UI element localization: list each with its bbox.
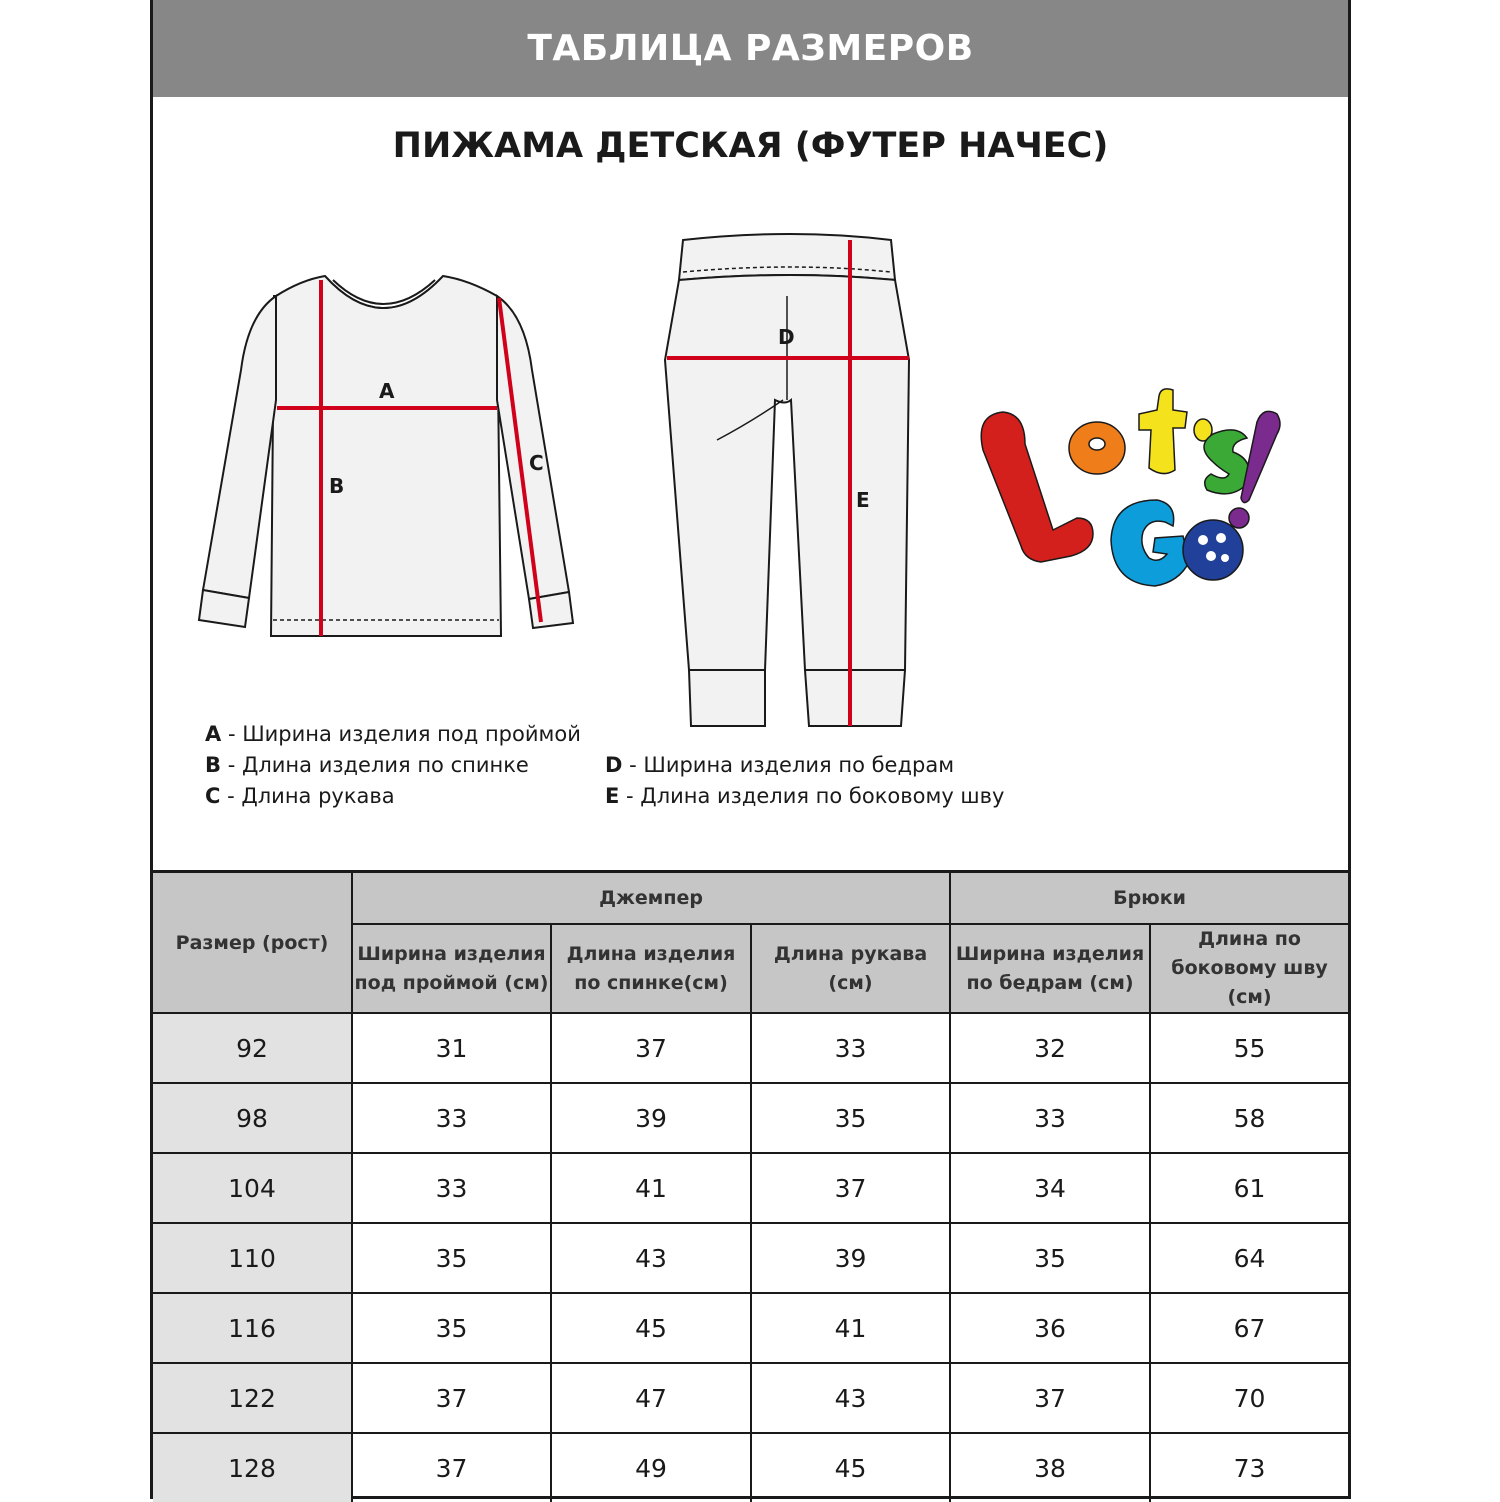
table-cell: 67 — [1150, 1293, 1348, 1363]
table-cell: 37 — [352, 1363, 551, 1433]
table-cell: 43 — [751, 1363, 950, 1433]
jumper-drawing — [199, 276, 573, 636]
table-cell: 43 — [551, 1223, 751, 1293]
jumper-left-sleeve — [203, 296, 276, 598]
logo-letter-o — [1183, 520, 1243, 580]
legend-item-b: B - Длина изделия по спинке — [205, 753, 529, 777]
table-row — [153, 1433, 1348, 1502]
table-row — [153, 1013, 1348, 1083]
table-cell: 33 — [751, 1013, 950, 1083]
table-cell: 64 — [1150, 1223, 1348, 1293]
label-a: A — [379, 379, 395, 403]
size-cell: 128 — [153, 1433, 352, 1502]
logo-o-dot-1 — [1198, 535, 1208, 545]
header-title: ТАБЛИЦА РАЗМЕРОВ — [527, 28, 974, 69]
size-column-header: Размер (рост) — [153, 872, 352, 1014]
table-cell: 70 — [1150, 1363, 1348, 1433]
pants-waistband — [679, 234, 895, 280]
table-row — [153, 1153, 1348, 1223]
label-b: B — [329, 474, 345, 498]
table-row — [153, 1083, 1348, 1153]
table-cell: 35 — [352, 1223, 551, 1293]
table-row — [153, 1363, 1348, 1433]
pants-drawing — [665, 234, 909, 726]
table-cell: 33 — [950, 1083, 1150, 1153]
header-bar — [153, 0, 1348, 97]
table-cell: 39 — [751, 1223, 950, 1293]
table-cell: 35 — [352, 1293, 551, 1363]
column-header: Длина рукава (см) — [751, 924, 950, 1013]
size-cell: 116 — [153, 1293, 352, 1363]
logo-o-dot-3 — [1206, 551, 1216, 561]
table-cell: 33 — [352, 1153, 551, 1223]
table-cell: 36 — [950, 1293, 1150, 1363]
size-chart-frame — [150, 0, 1351, 1499]
table-cell: 41 — [751, 1293, 950, 1363]
jumper-right-cuff — [529, 592, 573, 628]
table-cell: 73 — [1150, 1433, 1348, 1502]
label-c: C — [529, 451, 544, 475]
table-row — [153, 1293, 1348, 1363]
column-header: Длина по боковому шву (см) — [1150, 924, 1348, 1013]
table-cell: 45 — [751, 1433, 950, 1502]
legend-item-a: A - Ширина изделия под проймой — [205, 722, 581, 746]
table-body — [153, 1013, 1348, 1502]
column-header: Длина изделия по спинке(см) — [551, 924, 751, 1013]
size-cell: 122 — [153, 1363, 352, 1433]
size-cell: 104 — [153, 1153, 352, 1223]
table-cell: 34 — [950, 1153, 1150, 1223]
logo-o-dot-4 — [1221, 554, 1229, 562]
table-cell: 35 — [950, 1223, 1150, 1293]
table-cell: 41 — [551, 1153, 751, 1223]
table-cell: 58 — [1150, 1083, 1348, 1153]
table-group-header-row — [153, 872, 1348, 925]
product-title: ПИЖАМА ДЕТСКАЯ (ФУТЕР НАЧЕС) — [392, 126, 1109, 166]
legend-pants — [605, 750, 1004, 812]
table-cell: 49 — [551, 1433, 751, 1502]
table-cell: 39 — [551, 1083, 751, 1153]
label-e: E — [856, 488, 870, 512]
logo-letter-t — [1139, 389, 1187, 474]
table-cell: 32 — [950, 1013, 1150, 1083]
table-row — [153, 1223, 1348, 1293]
logo-letter-s — [1204, 430, 1249, 494]
logo-letter-e-hole — [1089, 438, 1105, 450]
size-cell: 98 — [153, 1083, 352, 1153]
logo-letter-g — [1111, 500, 1189, 586]
table-cell: 38 — [950, 1433, 1150, 1502]
jumper-group-header: Джемпер — [352, 872, 950, 925]
legend-item-c: C - Длина рукава — [205, 784, 395, 808]
table-cell: 61 — [1150, 1153, 1348, 1223]
table-cell: 37 — [352, 1433, 551, 1502]
table-cell: 47 — [551, 1363, 751, 1433]
logo-exclamation — [1241, 411, 1280, 502]
pants-right-cuff — [805, 670, 905, 726]
pants-group-header: Брюки — [950, 872, 1348, 925]
pants-left-cuff — [689, 670, 765, 726]
garment-illustration — [153, 200, 1348, 740]
size-cell: 110 — [153, 1223, 352, 1293]
table-cell: 37 — [950, 1363, 1150, 1433]
legend-item-d: D - Ширина изделия по бедрам — [605, 753, 955, 777]
legend-jumper — [205, 719, 581, 812]
table-cell: 55 — [1150, 1013, 1348, 1083]
table-cell: 35 — [751, 1083, 950, 1153]
logo-exclamation-dot — [1229, 508, 1249, 528]
legend-item-e: E - Длина изделия по боковому шву — [605, 784, 1005, 808]
column-header: Ширина изделия под проймой (см) — [352, 924, 551, 1013]
table-cell: 33 — [352, 1083, 551, 1153]
logo-o-dot-2 — [1216, 533, 1226, 543]
table-cell: 37 — [751, 1153, 950, 1223]
table-cell: 37 — [551, 1013, 751, 1083]
size-table — [153, 870, 1348, 1502]
label-d: D — [778, 325, 795, 349]
table-cell: 31 — [352, 1013, 551, 1083]
jumper-body — [271, 276, 501, 636]
table-cell: 45 — [551, 1293, 751, 1363]
lets-go-logo — [981, 389, 1280, 586]
column-header: Ширина изделия по бедрам (см) — [950, 924, 1150, 1013]
size-cell: 92 — [153, 1013, 352, 1083]
